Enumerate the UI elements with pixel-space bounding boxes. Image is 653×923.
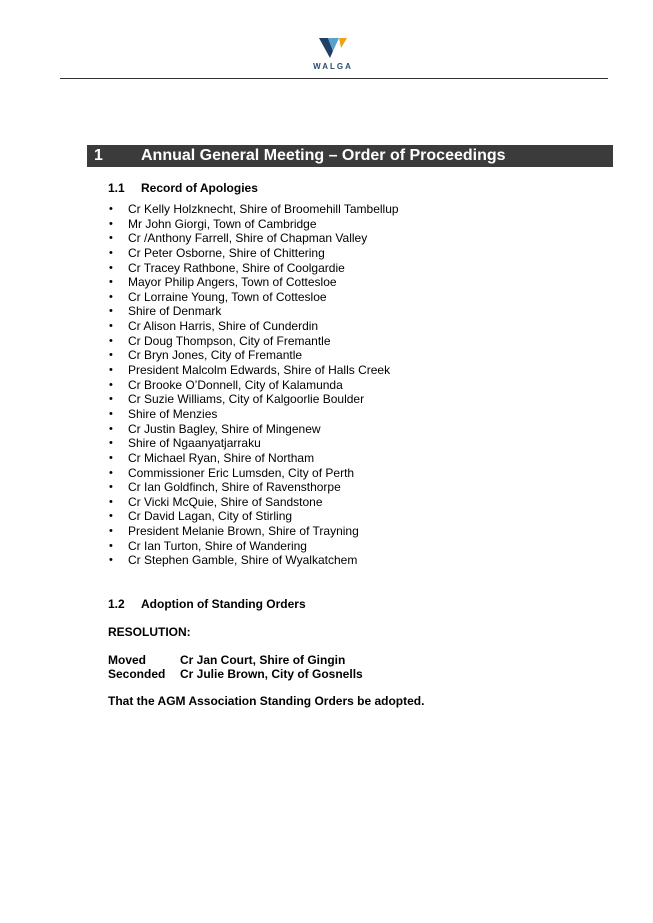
bullet-icon: • xyxy=(109,554,113,567)
apology-list-item xyxy=(108,392,399,407)
apology-list-item xyxy=(108,480,399,495)
bullet-icon: • xyxy=(109,290,113,303)
walga-logo-icon xyxy=(319,38,347,60)
section-number: 1 xyxy=(94,147,103,164)
moved-line xyxy=(108,653,345,667)
section-title: Annual General Meeting – Order of Proceedings xyxy=(141,147,506,164)
apology-name: Cr Peter Osborne, Shire of Chittering xyxy=(128,245,325,260)
apology-list-item xyxy=(108,466,399,481)
apology-name: Cr Michael Ryan, Shire of Northam xyxy=(128,450,315,465)
bullet-icon: • xyxy=(109,320,113,333)
seconded-line xyxy=(108,667,363,681)
apology-name: President Malcolm Edwards, Shire of Halls Creek xyxy=(128,363,391,378)
bullet-icon: • xyxy=(109,349,113,362)
apology-list-item xyxy=(108,495,399,510)
bullet-icon: • xyxy=(109,378,113,391)
resolution-label: RESOLUTION: xyxy=(108,625,191,639)
apologies-heading-number: 1.1 xyxy=(108,181,125,195)
apology-list-item xyxy=(108,202,399,217)
standing-orders-heading-number: 1.2 xyxy=(108,597,125,611)
bullet-icon: • xyxy=(109,481,113,494)
bullet-icon: • xyxy=(109,276,113,289)
bullet-icon: • xyxy=(109,407,113,420)
apology-list-item xyxy=(108,231,399,246)
apology-name: Mr John Giorgi, Town of Cambridge xyxy=(128,216,317,231)
apology-name: Cr Vicki McQuie, Shire of Sandstone xyxy=(128,494,323,509)
bullet-icon: • xyxy=(109,422,113,435)
apology-list-item xyxy=(108,319,399,334)
bullet-icon: • xyxy=(109,203,113,215)
apology-name: Cr Suzie Williams, City of Kalgoorlie Boulder xyxy=(128,392,365,407)
apology-name: Cr Ian Goldfinch, Shire of Ravensthorpe xyxy=(128,480,341,495)
apology-list-item xyxy=(108,261,399,276)
page-header xyxy=(0,0,653,80)
apology-name: Cr Justin Bagley, Shire of Mingenew xyxy=(128,421,321,436)
apologies-heading xyxy=(108,181,258,195)
bullet-icon: • xyxy=(109,217,113,230)
bullet-icon: • xyxy=(109,539,113,552)
apology-name: Shire of Ngaanyatjarraku xyxy=(128,436,261,451)
apology-list-item xyxy=(108,363,399,378)
apology-list-item xyxy=(108,378,399,393)
apology-name: Cr Bryn Jones, City of Fremantle xyxy=(128,348,303,363)
apologies-list xyxy=(108,202,399,568)
bullet-icon: • xyxy=(109,525,113,538)
apology-list-item xyxy=(108,553,399,568)
apology-name: Cr Tracey Rathbone, Shire of Coolgardie xyxy=(128,260,345,275)
moved-label: Moved xyxy=(108,653,147,667)
bullet-icon: • xyxy=(109,393,113,406)
logo-text: WALGA xyxy=(313,62,353,71)
apology-name: Cr Doug Thompson, City of Fremantle xyxy=(128,333,331,348)
bullet-icon: • xyxy=(109,364,113,377)
apology-list-item xyxy=(108,436,399,451)
apology-name: Shire of Menzies xyxy=(128,406,218,421)
seconded-label: Seconded xyxy=(108,667,166,681)
bullet-icon: • xyxy=(109,246,113,259)
bullet-icon: • xyxy=(109,305,113,318)
apology-name: Cr Lorraine Young, Town of Cottesloe xyxy=(128,289,327,304)
apology-list-item xyxy=(108,348,399,363)
section-heading-bar xyxy=(87,145,613,167)
standing-orders-heading-text: Adoption of Standing Orders xyxy=(141,597,306,611)
apology-name: Cr Kelly Holzknecht, Shire of Broomehill Tambellup xyxy=(128,202,399,216)
apology-name: Mayor Philip Angers, Town of Cottesloe xyxy=(128,275,337,290)
bullet-icon: • xyxy=(109,261,113,274)
bullet-icon: • xyxy=(109,437,113,450)
apology-list-item xyxy=(108,451,399,466)
apology-list-item xyxy=(108,539,399,554)
apology-name: Cr Brooke O’Donnell, City of Kalamunda xyxy=(128,377,343,392)
bullet-icon: • xyxy=(109,232,113,245)
walga-logo xyxy=(310,38,356,72)
bullet-icon: • xyxy=(109,495,113,508)
header-divider xyxy=(60,78,608,79)
standing-orders-heading xyxy=(108,597,306,611)
bullet-icon: • xyxy=(109,334,113,347)
apology-name: Cr Stephen Gamble, Shire of Wyalkatchem xyxy=(128,553,358,568)
apology-list-item xyxy=(108,290,399,305)
apology-name: Commissioner Eric Lumsden, City of Perth xyxy=(128,465,355,480)
apology-list-item xyxy=(108,422,399,437)
seconded-by: Cr Julie Brown, City of Gosnells xyxy=(180,667,363,681)
apology-list-item xyxy=(108,246,399,261)
apology-list-item xyxy=(108,407,399,422)
bullet-icon: • xyxy=(109,510,113,523)
bullet-icon: • xyxy=(109,451,113,464)
apology-list-item xyxy=(108,304,399,319)
apology-name: Shire of Denmark xyxy=(128,304,222,319)
apology-list-item xyxy=(108,524,399,539)
apology-list-item xyxy=(108,509,399,524)
apology-name: Cr David Lagan, City of Stirling xyxy=(128,509,293,524)
apology-name: Cr /Anthony Farrell, Shire of Chapman Valley xyxy=(128,231,368,246)
moved-by: Cr Jan Court, Shire of Gingin xyxy=(180,653,346,667)
apology-list-item xyxy=(108,334,399,349)
apology-name: Cr Alison Harris, Shire of Cunderdin xyxy=(128,319,319,334)
apology-name: Cr Ian Turton, Shire of Wandering xyxy=(128,538,307,553)
bullet-icon: • xyxy=(109,466,113,479)
apology-list-item xyxy=(108,275,399,290)
apology-list-item xyxy=(108,217,399,232)
apologies-heading-text: Record of Apologies xyxy=(141,181,258,195)
apology-name: President Melanie Brown, Shire of Trayning xyxy=(128,524,359,539)
resolution-text: That the AGM Association Standing Orders be adopted. xyxy=(108,694,425,708)
